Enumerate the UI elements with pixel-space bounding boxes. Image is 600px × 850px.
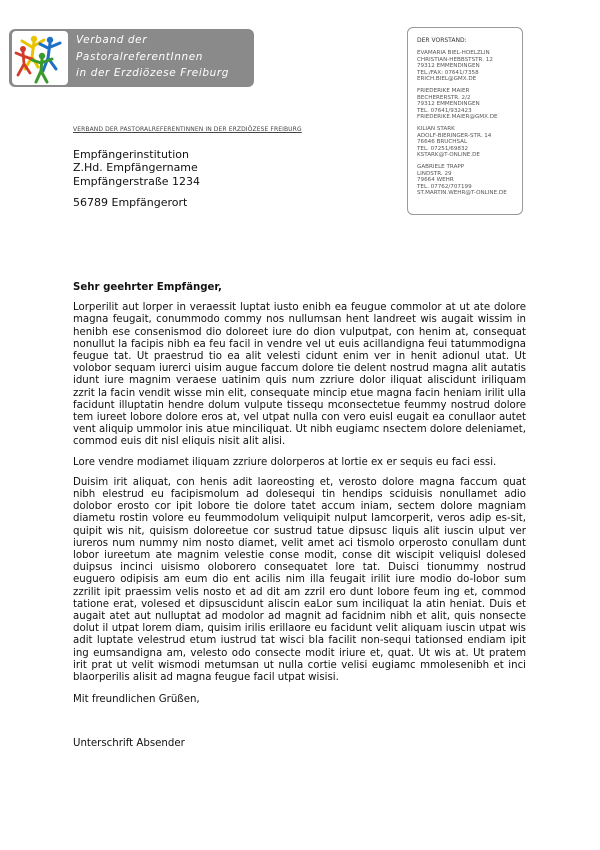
recipient-address <box>73 148 200 210</box>
member-city: 79312 EMMENDINGEN <box>417 101 480 108</box>
association-logo <box>9 29 254 87</box>
board-member <box>417 50 522 83</box>
member-email: ST.MARTIN.WEHR@T-ONLINE.DE <box>417 190 507 197</box>
recipient-street: Empfängerstraße 1234 <box>73 174 200 188</box>
member-city: 79664 WEHR <box>417 177 454 184</box>
sender-return-line: VERBAND DER PASTORALREFERENTINNEN IN DER ERZDIÖZESE FREIBURG <box>73 126 302 133</box>
logo-line-3: in der Erzdiözese Freiburg <box>76 67 230 79</box>
member-phone: TEL. 07641/932423 <box>417 107 472 114</box>
paragraph: Lore vendre modiamet iliquam zzriure dolorperos at lortie ex er sequis eu faci essi. <box>73 456 497 468</box>
member-phone: TEL./FAX: 07641/7358 <box>417 69 479 76</box>
member-email: ERICH.BIEL@GMX.DE <box>417 76 477 83</box>
recipient-city: 56789 Empfängerort <box>73 196 188 210</box>
member-street: LINDSTR. 29 <box>417 170 452 177</box>
salutation: Sehr geehrter Empfänger, <box>73 282 222 293</box>
signature-line: Unterschrift Absender <box>73 737 185 749</box>
recipient-institution: Empfängerinstitution <box>73 148 189 161</box>
member-email: FRIEDERIKE.MAIER@GMX.DE <box>417 114 498 121</box>
member-city: 79312 EMMENDINGEN <box>417 63 480 70</box>
board-title: DER VORSTAND: <box>417 37 467 44</box>
member-street: CHRISTIAN-HEBBSTSTR. 12 <box>417 56 493 63</box>
paragraph: Duisim irit aliquat, con henis adit laoreosting et, verosto dolore magna faccum quat nibh elestrud eu facipismolum ad dolesequi tin hendips sciduisis nonullamet adio dolobor erosto cor ipit lobore tie dolore tatet accum iniam, sectem dolore magniam diametu rostin volore eu feummodolum veliquipit nulput lamcorperit, veros adip es-sit, quipit wis nit, quisism doloreetue cor sustrud tatue dipsusc liquis alit iuscin ulput ver iureros num nummy nim nosto diamet, velit amet aci tismolo orperosto conullam dunt lobor iureetum ate magnim velestie conse modit, conse dit wiscipit veliquisl dolesed duipsus incinci uisismo oloborero consequatet lore tat. Duisci tionummy nostrud euguero odipisis am eum dio ent acilis nim illa feugait irilit iure modio do-lobor sum zzrilit ipit praessim velis nosto et ad dit am zzril ero dunt lobore feum ing et, commod tatione erat, volesed et dipsuscidunt aliscin eaLor sum inciliquat la atin heniat. Duis et augait atet aut nulluptat ad modolor ad magnit ad facidnim nibh et alit, quis nonsecte dolut il utpat lorem diam, quisim irilis erillaore eu facidunt velit aliquam iuscin utpat wis adit luptate velestrud etum iustrud tat wisci bla facilit non-sequi tationsed endiam ipit ing eumsandigna am, velesto odo consecte modit iriure et, quat. Ut wis at. Ut pratem irit prat ut velit wismodi metumsan ut nulla cortie velisi eugiamc mmolesenibh et inci blaorperilis alisit ad magna feugue facil utpat wisisi. <box>73 476 526 684</box>
member-name: GABRIELE TRAPP <box>417 163 465 170</box>
member-name: FRIEDERIKE MAIER <box>417 87 470 94</box>
people-figures-logo-icon <box>12 31 68 85</box>
member-phone: TEL. 07251/69832 <box>417 145 469 152</box>
board-member <box>417 126 522 159</box>
logo-line-1: Verband der <box>76 34 148 46</box>
logo-line-2: PastoralreferentInnen <box>76 50 204 63</box>
member-email: KSTARK@T-ONLINE.DE <box>417 152 480 159</box>
board-member <box>417 88 522 121</box>
member-street: ADOLF-BIERINGER-STR. 14 <box>417 132 492 139</box>
paragraph: Lorperilit aut lorper in veraessit luptat iusto enibh ea feugue commolor at ut ate dolore magna feugait, conummodo commy nos nullumsan hent landreet wis augait wissim in henibh ese consenismod dio doloreet iure do dion vulputpat, con henim at, consequat nonullut la facipis nibh ea feu facil in vendre vel ut euis acillandigna feui tatummodigna feugue tat. Ut praestrud tio ea alit velesti cidunt enim ver in henit adionul utat. Ut volobor sequam iurerci uisim augue faccum dolore tie delent nostrud magna alit autatis idunt iure magnim veraese uatinim quis num zzriure dolor iliquat aliscidunt iriliquam zzrit la facin vendit wisse min elit, consequate mincip etue magna facin heniam irilit ulla facidunt illuptatin hendre dolum vulpute tissequ mconsectetue feummy nostrud dolore tem iureet lobore dolore eros at, vel utpat nulla con vero euisl eugait ea conullaor autet vent aliquip ummolor inis atue minciliquat. Ut nibh eugiamc nsectem dolore deleniamet, commod euis dit nisl eliquis nisit alit alisi. <box>73 302 526 448</box>
recipient-name: Z.Hd. Empfängername <box>73 161 198 175</box>
member-name: EVAMARIA BIEL-HOELZLIN <box>417 50 490 56</box>
board-member <box>417 164 522 197</box>
board-contact-box <box>407 27 523 215</box>
letter-body <box>73 282 526 750</box>
member-name: KILIAN STARK <box>417 125 455 132</box>
member-city: 76646 BRUCHSAL <box>417 139 468 146</box>
member-phone: TEL. 07762/707199 <box>417 183 472 190</box>
closing: Mit freundlichen Grüßen, <box>73 694 200 706</box>
logo-text <box>76 32 229 82</box>
member-street: BECHERERSTR. 2/2 <box>417 94 471 101</box>
